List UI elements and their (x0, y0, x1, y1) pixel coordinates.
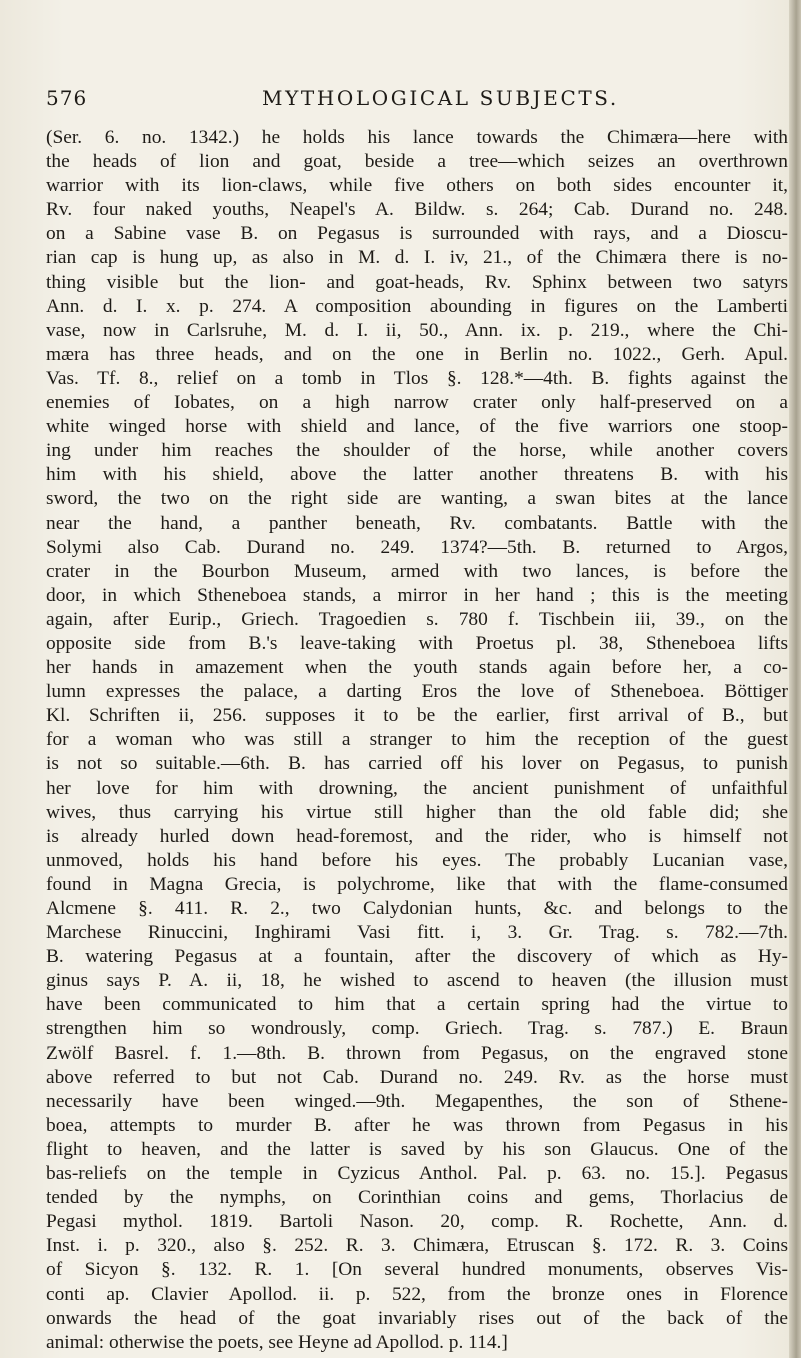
text-line: sword, the two on the right side are wanting, a swan bites at the lance (46, 488, 788, 510)
text-line: flight to heaven, and the latter is saved by his son Glaucus. One of the (46, 1138, 788, 1160)
text-line: (Ser. 6. no. 1342.) he holds his lance towards the Chimæra—here with (46, 127, 788, 148)
page-header (0, 0, 801, 110)
text-line: thing visible but the lion- and goat-heads, Rv. Sphinx between two satyrs (46, 271, 788, 293)
text-line: Zwölf Basrel. f. 1.—8th. B. thrown from Pegasus, on the engraved stone (46, 1042, 788, 1064)
text-line: found in Magna Grecia, is polychrome, like that with the flame-consumed (46, 873, 788, 895)
text-line: onwards the head of the goat invariably rises out of the back of the (46, 1307, 788, 1329)
text-line: of Sicyon §. 132. R. 1. [On several hundred monuments, observes Vis- (46, 1259, 788, 1281)
text-line: Solymi also Cab. Durand no. 249. 1374?—5th. B. returned to Argos, (46, 536, 788, 558)
text-line: is already hurled down head-foremost, and the rider, who is himself not (46, 825, 788, 847)
text-line: conti ap. Clavier Apollod. ii. p. 522, from the bronze ones in Florence (46, 1283, 788, 1305)
text-line: above referred to but not Cab. Durand no. 249. Rv. as the horse must (46, 1066, 788, 1088)
text-line: ing under him reaches the shoulder of the horse, while another covers (46, 440, 788, 462)
text-line: her hands in amazement when the youth stands again before her, a co- (46, 657, 788, 679)
text-line: Alcmene §. 411. R. 2., two Calydonian hunts, &c. and belongs to the (46, 898, 788, 919)
text-line: Ann. d. I. x. p. 274. A composition abounding in figures on the Lamberti (46, 295, 788, 317)
text-line: bas-reliefs on the temple in Cyzicus Anthol. Pal. p. 63. no. 15.]. Pegasus (46, 1163, 788, 1185)
text-line: enemies of Iobates, on a high narrow crater only half-preserved on a (46, 392, 788, 414)
text-line: opposite side from B.'s leave-taking with Proetus pl. 38, Stheneboea lifts (46, 632, 788, 654)
text-line: boea, attempts to murder B. after he was thrown from Pegasus in his (46, 1114, 788, 1136)
text-line: B. watering Pegasus at a fountain, after the discovery of which as Hy- (46, 946, 788, 968)
text-line: ginus says P. A. ii, 18, he wished to ascend to heaven (the illusion must (46, 970, 788, 992)
text-line: him with his shield, above the latter another threatens B. with his (46, 464, 788, 486)
text-line: wives, thus carrying his virtue still higher than the old fable did; she (46, 801, 788, 823)
text-line: Vas. Tf. 8., relief on a tomb in Tlos §. 128.*—4th. B. fights against the (46, 367, 788, 389)
text-line: near the hand, a panther beneath, Rv. combatants. Battle with the (46, 512, 788, 534)
running-head: MYTHOLOGICAL SUBJECTS. (262, 86, 619, 110)
text-line: crater in the Bourbon Museum, armed with two lances, is before the (46, 560, 788, 582)
text-line: white winged horse with shield and lance, of the five warriors one stoop- (46, 416, 788, 438)
text-line: for a woman who was still a stranger to him the reception of the guest (46, 729, 788, 751)
text-line: Kl. Schriften ii, 256. supposes it to be the earlier, first arrival of B., but (46, 705, 788, 727)
text-line: tended by the nymphs, on Corinthian coins and gems, Thorlacius de (46, 1187, 788, 1209)
text-line: necessarily have been winged.—9th. Megapenthes, the son of Sthene- (46, 1090, 788, 1112)
text-line: warrior with its lion-claws, while five others on both sides encounter it, (46, 175, 788, 197)
text-line: mæra has three heads, and on the one in Berlin no. 1022., Gerh. Apul. (46, 343, 788, 365)
text-line: rian cap is hung up, as also in M. d. I. iv, 21., of the Chimæra there is no- (46, 247, 788, 269)
text-line: door, in which Stheneboea stands, a mirror in her hand ; this is the meeting (46, 584, 788, 606)
text-line: on a Sabine vase B. on Pegasus is surrounded with rays, and a Dioscu- (46, 223, 788, 245)
page-edge-shadow (789, 0, 801, 1358)
text-line: strengthen him so wondrously, comp. Griech. Trag. s. 787.) E. Braun (46, 1018, 788, 1040)
text-line: Inst. i. p. 320., also §. 252. R. 3. Chimæra, Etruscan §. 172. R. 3. Coins (46, 1235, 788, 1257)
body-text (46, 126, 788, 1355)
text-line: her love for him with drowning, the ancient punishment of unfaithful (46, 777, 788, 799)
text-line: the heads of lion and goat, beside a tree—which seizes an overthrown (46, 151, 788, 173)
text-line: Rv. four naked youths, Neapel's A. Bildw. s. 264; Cab. Durand no. 248. (46, 199, 788, 221)
text-line: unmoved, holds his hand before his eyes. The probably Lucanian vase, (46, 849, 788, 871)
text-line: is not so suitable.—6th. B. has carried off his lover on Pegasus, to punish (46, 753, 788, 775)
page-number: 576 (46, 86, 88, 110)
text-line: Marchese Rinuccini, Inghirami Vasi fitt. i, 3. Gr. Trag. s. 782.—7th. (46, 922, 788, 944)
text-line: vase, now in Carlsruhe, M. d. I. ii, 50., Ann. ix. p. 219., where the Chi- (46, 319, 788, 341)
text-line: have been communicated to him that a certain spring had the virtue to (46, 994, 788, 1016)
text-line: animal: otherwise the poets, see Heyne ad Apollod. p. 114.] (46, 1331, 508, 1353)
text-line: lumn expresses the palace, a darting Eros the love of Stheneboea. Böttiger (46, 681, 788, 703)
text-line: again, after Eurip., Griech. Tragoedien s. 780 f. Tischbein iii, 39., on the (46, 608, 788, 630)
text-line: Pegasi mythol. 1819. Bartoli Nason. 20, comp. R. Rochette, Ann. d. (46, 1211, 788, 1233)
